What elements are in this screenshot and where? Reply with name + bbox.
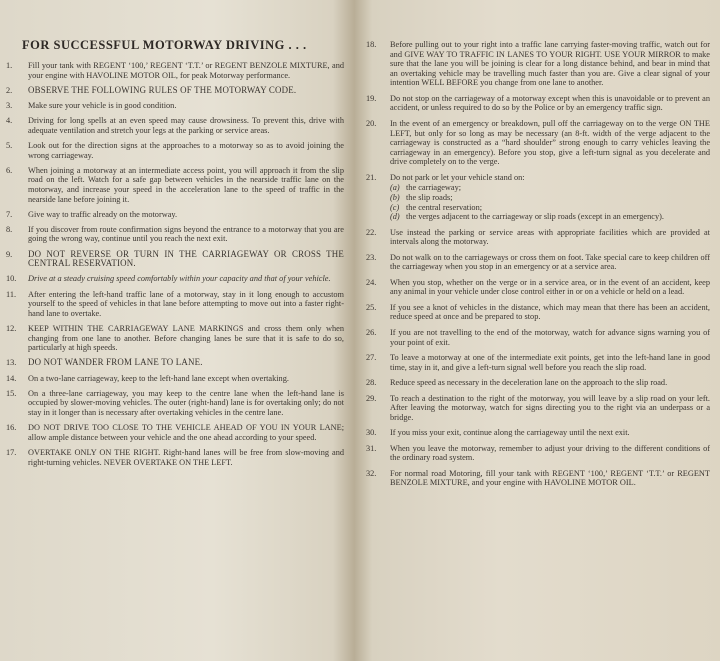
rule-item bbox=[6, 225, 344, 244]
rule-body bbox=[390, 353, 710, 372]
rule-body bbox=[390, 228, 710, 247]
rule-item bbox=[366, 303, 710, 322]
rule-number: 16. bbox=[6, 423, 17, 433]
rule-item bbox=[6, 358, 344, 368]
rule-number: 11. bbox=[6, 289, 17, 299]
rule-body bbox=[390, 469, 710, 488]
rule-text: Reduce speed as necessary in the deceleration lane on the approach to the slip road. bbox=[390, 378, 668, 388]
rule-item bbox=[366, 328, 710, 347]
right-page bbox=[354, 0, 720, 661]
rule-text: Use instead the parking or service areas with appropriate facilities which are provided at intervals along the motorway. bbox=[390, 227, 710, 247]
rule-body bbox=[390, 394, 710, 423]
rule-item bbox=[6, 290, 344, 319]
rule-item bbox=[366, 378, 710, 388]
rule-text: In the event of an emergency or breakdown, pull off the carriageway on to the verge ON THE LEFT, but only for so long as may be necessary (an 8-ft. width of the verge adjacent to the carriageway is constructed as a “hard shoulder” strong enough to carry vehicles leaving the carriageway in an emergency). Before you stop, give a left-turn signal as you decelerate and drive completely on to the verge. bbox=[390, 118, 710, 167]
rule-text: Do not stop on the carriageway of a motorway except when this is unavoidable or to prevent an accident, or unless required to do so by the Police or by an emergency traffic sign. bbox=[390, 93, 710, 113]
rule-body bbox=[28, 116, 344, 135]
rule-body bbox=[28, 448, 344, 467]
rule-item bbox=[6, 250, 344, 269]
rule-text: Driving for long spells at an even speed may cause drowsiness. To prevent this, drive with adequate ventilation and stretch your legs at the parking or service areas. bbox=[28, 116, 344, 135]
rule-text: After entering the left-hand traffic lane of a motorway, stay in it long enough to accustom yourself to the speed of vehicles in that lane before attempting to move out into a faster right-hand lane to overtake. bbox=[28, 289, 344, 318]
rule-item bbox=[6, 274, 344, 284]
rule-text: For normal road Motoring, fill your tank with REGENT ‘100,’ REGENT ‘T.T.’ or REGENT BENZOLE MIXTURE, and your engine with HAVOLINE MOTOR OIL. bbox=[390, 468, 710, 488]
rule-item bbox=[366, 94, 710, 113]
rule-item bbox=[366, 228, 710, 247]
rule-body bbox=[390, 278, 710, 297]
rule-body bbox=[28, 324, 344, 353]
rule-text: When you stop, whether on the verge or in a service area, or in the event of an accident, keep any animal in your vehicle under close control either in or on a vehicle or held on a lead. bbox=[390, 277, 710, 297]
rule-item bbox=[6, 166, 344, 204]
rule-number: 4. bbox=[6, 116, 13, 126]
rule-body bbox=[28, 250, 344, 269]
rule-text: Look out for the direction signs at the approaches to a motorway so as to avoid joining the wrong carriageway. bbox=[28, 140, 344, 160]
rule-item bbox=[366, 394, 710, 423]
rule-body bbox=[390, 428, 710, 438]
rule-body bbox=[28, 290, 344, 319]
rule-item bbox=[366, 278, 710, 297]
rule-body bbox=[28, 274, 344, 284]
rule-number: 8. bbox=[6, 224, 13, 234]
rule-text: If you discover from route confirmation signs beyond the entrance to a motorway that you are going the wrong way, continue until you reach the next exit. bbox=[28, 224, 344, 244]
rule-item bbox=[366, 428, 710, 438]
sub-item-label: (b) bbox=[390, 192, 400, 202]
rule-text: If you are not travelling to the end of the motorway, watch for advance signs warning you of your point of exit. bbox=[390, 327, 710, 347]
rule-item bbox=[366, 469, 710, 488]
rule-body bbox=[28, 225, 344, 244]
rule-text: Give way to traffic already on the motorway. bbox=[28, 209, 178, 219]
rule-body bbox=[390, 173, 710, 222]
rule-number: 1. bbox=[6, 61, 13, 70]
rule-number: 19. bbox=[366, 93, 377, 103]
sub-item-text: the verges adjacent to the carriageway or slip roads (except in an emergency). bbox=[406, 212, 664, 222]
rule-text: Drive at a steady cruising speed comfortably within your capacity and that of your vehicle. bbox=[28, 274, 331, 284]
rule-text: If you see a knot of vehicles in the distance, which may mean that there has been an accident, reduce speed at once and be prepared to stop. bbox=[390, 302, 710, 322]
sub-item-label: (c) bbox=[390, 202, 400, 212]
right-rules-list bbox=[366, 40, 710, 488]
rule-item bbox=[6, 374, 344, 384]
rule-number: 6. bbox=[6, 165, 13, 175]
rule-item bbox=[366, 40, 710, 88]
rule-number: 32. bbox=[366, 468, 377, 478]
rule-number: 17. bbox=[6, 447, 17, 457]
rule-item bbox=[6, 423, 344, 442]
rule-item bbox=[366, 444, 710, 463]
rule-number: 27. bbox=[366, 353, 377, 363]
rule-number: 26. bbox=[366, 327, 377, 337]
rule-number: 21. bbox=[366, 172, 377, 182]
rule-item bbox=[6, 101, 344, 111]
rule-item bbox=[6, 116, 344, 135]
rule-number: 28. bbox=[366, 378, 377, 388]
rule-body bbox=[390, 253, 710, 272]
rule-text: Do not park or let your vehicle stand on: bbox=[390, 172, 525, 182]
rule-item bbox=[366, 119, 710, 167]
rule-text: DO NOT DRIVE TOO CLOSE TO THE VEHICLE AHEAD OF YOU IN YOUR LANE; allow ample distance between your vehicle and the one ahead according to your speed. bbox=[28, 423, 344, 442]
rule-text: To reach a destination to the right of the motorway, you will leave by a slip road on your left. After leaving the motorway, watch for signs directing you to the right via an underpass or a bridge. bbox=[390, 393, 710, 422]
rule-body bbox=[390, 444, 710, 463]
rule-number: 13. bbox=[6, 358, 17, 368]
sub-item-text: the slip roads; bbox=[406, 192, 453, 202]
rule-item bbox=[6, 141, 344, 160]
rule-number: 25. bbox=[366, 302, 377, 312]
rule-text: DO NOT REVERSE OR TURN IN THE CARRIAGEWAY OR CROSS THE CENTRAL RESERVATION. bbox=[28, 248, 344, 269]
rule-item bbox=[6, 61, 344, 80]
rule-text: OVERTAKE ONLY ON THE RIGHT. Right-hand lanes will be free from slow-moving and right-turning vehicles. NEVER OVERTAKE ON THE LEFT. bbox=[28, 447, 344, 467]
rule-body bbox=[28, 141, 344, 160]
rule-text: Make sure your vehicle is in good condition. bbox=[28, 100, 177, 110]
rule-item bbox=[6, 389, 344, 418]
rule-sublist bbox=[390, 183, 710, 221]
rule-number: 3. bbox=[6, 100, 13, 110]
rule-number: 31. bbox=[366, 443, 377, 453]
rule-number: 20. bbox=[366, 118, 377, 128]
rule-body bbox=[28, 389, 344, 418]
rule-number: 18. bbox=[366, 40, 377, 49]
rule-body bbox=[390, 94, 710, 113]
rule-text: OBSERVE THE FOLLOWING RULES OF THE MOTORWAY CODE. bbox=[28, 84, 297, 95]
rule-number: 10. bbox=[6, 274, 17, 284]
sub-item bbox=[390, 212, 710, 222]
rule-text: Before pulling out to your right into a traffic lane carrying faster-moving traffic, watch out for and GIVE WAY TO TRAFFIC IN LANES TO YOUR RIGHT. USE YOUR MIRROR to make sure that the lane you will be joining is clear for a long distance behind, and bear in mind that an overtaking vehicle may be travelling much faster than you are. Give a clear signal of your intention WELL BEFORE you change from one lane to another. bbox=[390, 40, 710, 88]
rule-body bbox=[390, 119, 710, 167]
rule-number: 15. bbox=[6, 388, 17, 398]
rule-number: 5. bbox=[6, 140, 13, 150]
rule-body bbox=[390, 40, 710, 88]
sub-item bbox=[390, 193, 710, 203]
rule-text: Do not walk on to the carriageways or cross them on foot. Take special care to keep children off the carriageway when you stop in an emergency or at a service area. bbox=[390, 252, 710, 272]
rule-body bbox=[28, 101, 344, 111]
rule-body bbox=[28, 61, 344, 80]
rule-body bbox=[28, 86, 344, 96]
sub-item-text: the central reservation; bbox=[406, 202, 483, 212]
rule-text: Fill your tank with REGENT ‘100,’ REGENT ‘T.T.’ or REGENT BENZOLE MIXTURE, and your engine with HAVOLINE MOTOR OIL, for peak Motorway performance. bbox=[28, 61, 344, 80]
rule-text: To leave a motorway at one of the intermediate exit points, get into the left-hand lane in good time, stay in it, and give a left-turn signal well before you reach the slip road. bbox=[390, 353, 710, 372]
rule-number: 12. bbox=[6, 324, 17, 333]
rule-text: On a two-lane carriageway, keep to the left-hand lane except when overtaking. bbox=[28, 373, 289, 383]
rule-text: When joining a motorway at an intermediate access point, you will approach it from the slip road on the left. Watch for a safe gap between vehicles in the nearside traffic lane on the motorway, and increase your speed in the acceleration lane to the speed of traffic in the nearside lane before joining it. bbox=[28, 165, 344, 204]
rule-item bbox=[6, 448, 344, 467]
rule-text: If you miss your exit, continue along the carriageway until the next exit. bbox=[390, 428, 630, 438]
sub-item bbox=[390, 203, 710, 213]
sub-item-label: (d) bbox=[390, 212, 400, 222]
rule-number: 30. bbox=[366, 428, 377, 438]
rule-text: When you leave the motorway, remember to adjust your driving to the different conditions of the ordinary road system. bbox=[390, 443, 710, 463]
left-rules-list bbox=[6, 61, 344, 467]
rule-item bbox=[366, 173, 710, 222]
rule-number: 24. bbox=[366, 277, 377, 287]
rule-body bbox=[28, 166, 344, 204]
rule-item bbox=[6, 210, 344, 220]
rule-text: On a three-lane carriageway, you may keep to the centre lane when the left-hand lane is occupied by slower-moving vehicles. The outer (right-hand) lane is for overtaking only; do not stay in it longer than is necessary after overtaking vehicles in the centre lane. bbox=[28, 388, 344, 417]
rule-number: 23. bbox=[366, 252, 377, 262]
rule-number: 9. bbox=[6, 249, 13, 259]
rule-number: 7. bbox=[6, 209, 13, 219]
rule-item bbox=[6, 86, 344, 96]
rule-item bbox=[6, 324, 344, 353]
sub-item-text: the carriageway; bbox=[406, 183, 462, 193]
rule-body bbox=[28, 374, 344, 384]
rule-body bbox=[28, 358, 344, 368]
rule-body bbox=[390, 328, 710, 347]
rule-number: 14. bbox=[6, 373, 17, 383]
rule-text: DO NOT WANDER FROM LANE TO LANE. bbox=[28, 357, 203, 368]
left-page bbox=[0, 0, 354, 661]
page-title: FOR SUCCESSFUL MOTORWAY DRIVING . . . bbox=[22, 38, 307, 52]
rule-body bbox=[390, 378, 710, 388]
rule-text: KEEP WITHIN THE CARRIAGEWAY LANE MARKINGS and cross them only when changing from one lane to another. Before changing lanes be sure that it is safe to do so, particularly at high speeds. bbox=[28, 324, 344, 353]
rule-body bbox=[28, 423, 344, 442]
rule-number: 2. bbox=[6, 85, 13, 95]
rule-number: 29. bbox=[366, 393, 377, 403]
sub-item bbox=[390, 183, 710, 193]
rule-number: 22. bbox=[366, 227, 377, 237]
rule-item bbox=[366, 253, 710, 272]
rule-body bbox=[28, 210, 344, 220]
sub-item-label: (a) bbox=[390, 183, 400, 193]
rule-body bbox=[390, 303, 710, 322]
rule-item bbox=[366, 353, 710, 372]
